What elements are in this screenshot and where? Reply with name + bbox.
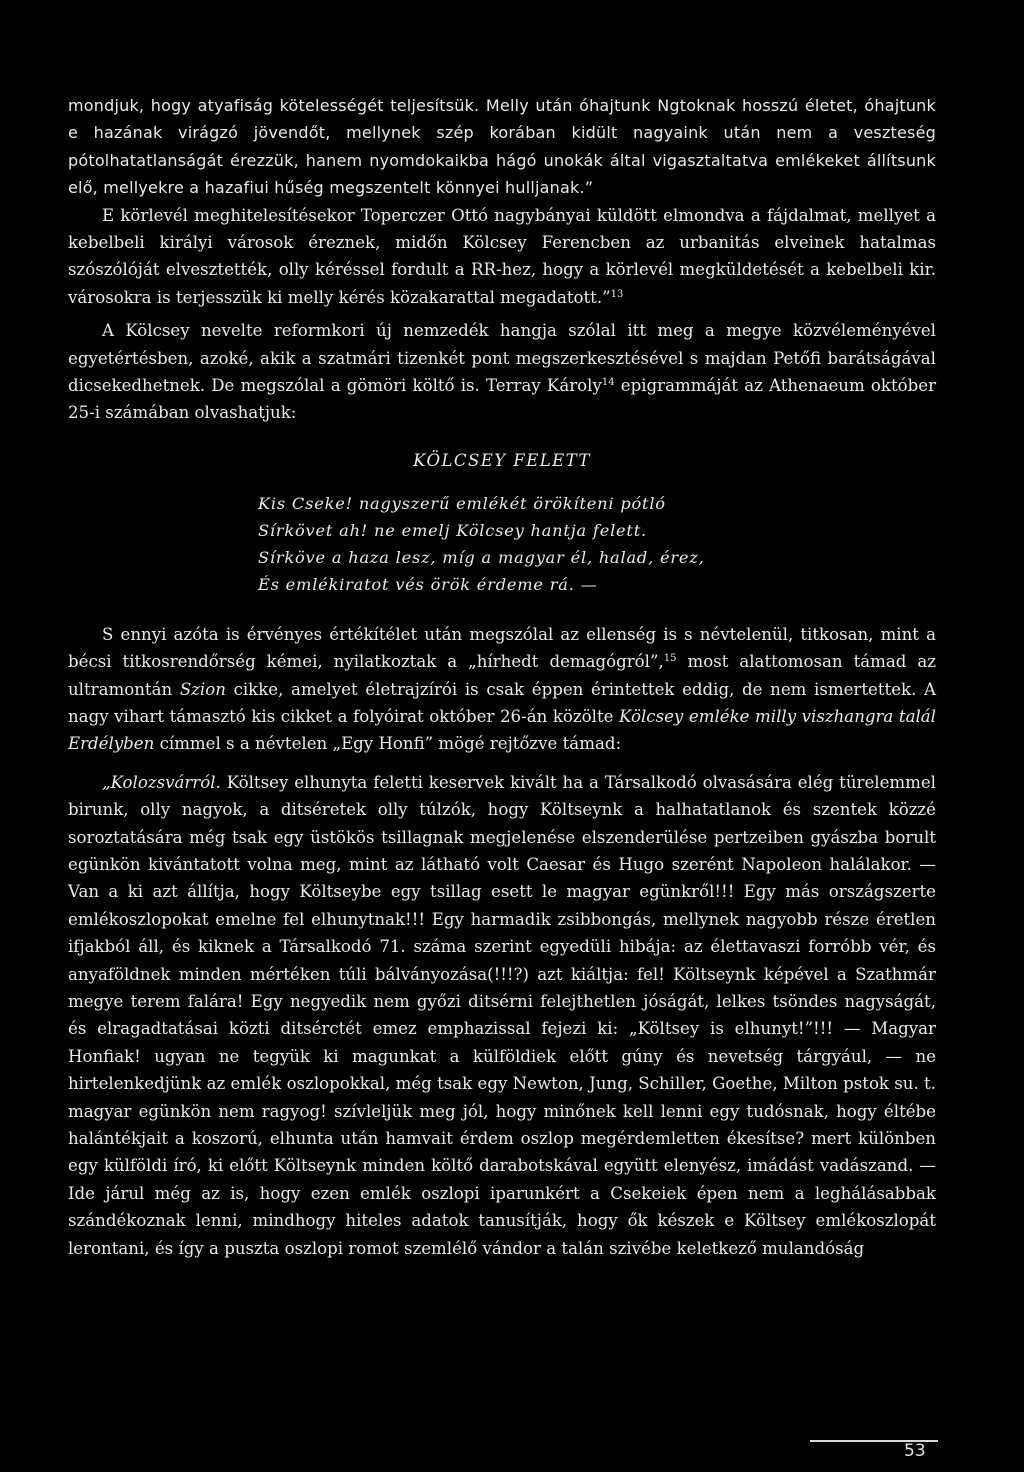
paragraph-ellenseg-text-a: S ennyi azóta is érvényes értékítélet után megszólal az ellenség is s névtelenül, titkosan, mint a bécsi titkosrendőrség kémei, nyilatkoztak a „hírhedt demagógról”, (68, 624, 936, 672)
paragraph-reformkor-text-a: A Kölcsey nevelte reformkori új nemzedék hangja szólal itt meg a megye közvéleményével egyetértésben, azoké, akik a szatmári tizenkét pont megszerkesztésével s majdan Petőfi barátságával dicsekedhetnek. De megszólal a gömöri költő is. Terray Károly (68, 321, 936, 396)
poem (258, 490, 936, 599)
paragraph-reformkor (68, 317, 936, 427)
paragraph-ellenseg-text-c: cikke, amelyet életrajzírói is csak éppen érintettek eddig, de nem ismertettek. A nagy vihart támasztó kis cikket a folyóirat október 26-án közölte (68, 679, 936, 726)
quote-place-heading: „Kolozsvárról. (102, 772, 221, 792)
article-title: Kölcsey emléke milly viszhangra talál Erdélyben (68, 706, 936, 754)
poem-title: KÖLCSEY FELETT (413, 450, 591, 470)
paragraph-ellenseg (68, 621, 936, 758)
paragraph-ellenseg-text-b: most alattomosan támad az ultramontán (68, 652, 936, 699)
footnote-ref-14: 14 (601, 377, 615, 389)
paragraph-ellenseg-text-d: címmel s a névtelen „Egy Honfi” mögé rejtőzve támad: (154, 734, 622, 754)
footnote-ref-15: 15 (663, 653, 677, 665)
paragraph-korlevel (68, 202, 936, 312)
journal-name-szion: Szion (179, 679, 226, 699)
paragraph-korlevel-text: E körlevél meghitelesítésekor Toperczer Ottó nagybányai küldött elmondva a fájdalmat, mellyet a kebelbeli királyi városok éreznek, midőn Kölcsey Ferencben az urbanitás elveinek hatalmas szószólóját elvesztették, olly kéréssel fordult a RR-hez, hogy a körlevél megküldetését a kebelbeli kir. városokra is terjesszük ki melly kérés közakarattal megadatott.” (68, 205, 936, 307)
paragraph-reformkor-text-b: epigrammáját az Athenaeum október 25-i számában olvashatjuk: (68, 376, 936, 423)
poem-line: És emlékiratot vés örök érdeme rá. — (258, 575, 598, 595)
body-text (68, 92, 936, 1262)
paragraph-quote-end: mondjuk, hogy atyafiság kötelességét teljesítsük. Melly után óhajtunk Ngtoknak hosszú életet, óhajtunk e hazának virágzó jövendőt, mellynek szép korában kidült nagyaink után nem a veszteség pótolhatatlanságát érezzük, hanem nyomdokaikba hágó unokák által vigasztaltatva emlékeket állítsunk elő, mellyekre a hazafiui hűség megszentelt könnyei hulljanak.” (68, 96, 936, 198)
paragraph-kolozsvarrol (68, 769, 936, 1262)
poem-line: Sírköve a haza lesz, míg a magyar él, halad, érez, (258, 548, 705, 568)
poem-line: Sírkövet ah! ne emelj Kölcsey hantja felett. (258, 521, 647, 541)
paragraph-kolozsvarrol-text: Költsey elhunyta feletti keservek kivált ha a Társalkodó olvasására elég türelemmel birunk, olly nagyok, a ditséretek olly túlzók, hogy Költseynk a halhatatlanok és szentek közzé soroztatására még tsak egy üstökös tsillagnak megjelenése elszenderülése pertzeiben gyászba borult egünkön kivántatott volna meg, mint az látható volt Caesar és Hugo szerént Napoleon halálakor. — Van a ki azt állítja, hogy Költseybe egy tsillag esett le magyar egünkről!!! Egy más országszerte emlékoszlopokat emelne fel elhunytnak!!! Egy harmadik zsibbongás, mellynek nagyobb része éretlen ifjakból áll, és kiknek a Társalkodó 71. száma szerint egyedüli hibája: az élettavaszi forróbb vér, és anyaföldnek minden mértéken túli bálványozása(!!!?) azt kiáltja: fel! Költseynk képével a Szathmár megye terem falára! Egy negyedik nem győzi ditsérni felejthetlen jóságát, lelkes tsöndes nagyságát, és elragadtatásai közti ditsérctét emez emphazissal fejezi ki: „Költsey is elhunyt!”!!! — Magyar Honfiak! ugyan ne tegyük ki magunkat a külföldiek előtt gúny és nevetség tárgyául, — ne hirtelenkedjünk az emlék oszlopokkal, még tsak egy Newton, Jung, Schiller, Goethe, Milton pstok su. t. magyar egünkön nem ragyog! szívleljük meg jól, hogy minőnek kell lenni egy tudósnak, hogy éltébe halántékjait a koszorú, elhunta után hamvait érdem oszlop megérdemletten ékesítse? mert különben egy külföldi író, ki előtt Költseynk minden költő darabotskával együtt elenyész, imádást vadászand. — Ide járul még az is, hogy ezen emlék oszlopi iparunkért a Csekeiek épen nem a leghálásabbak szándékoznak lenni, mindhogy hiteles adatok tanusítják, hogy ők készek e Költsey emlékoszlopát lerontani, és így a puszta oszlopi romot szemlélő vándor a talán szivébe keletkező mulandóság (68, 772, 936, 1258)
footnote-ref-13: 13 (610, 288, 624, 300)
page-number: 53 (904, 1441, 926, 1461)
poem-line: Kis Cseke! nagyszerű emlékét örökíteni pótló (258, 493, 666, 513)
